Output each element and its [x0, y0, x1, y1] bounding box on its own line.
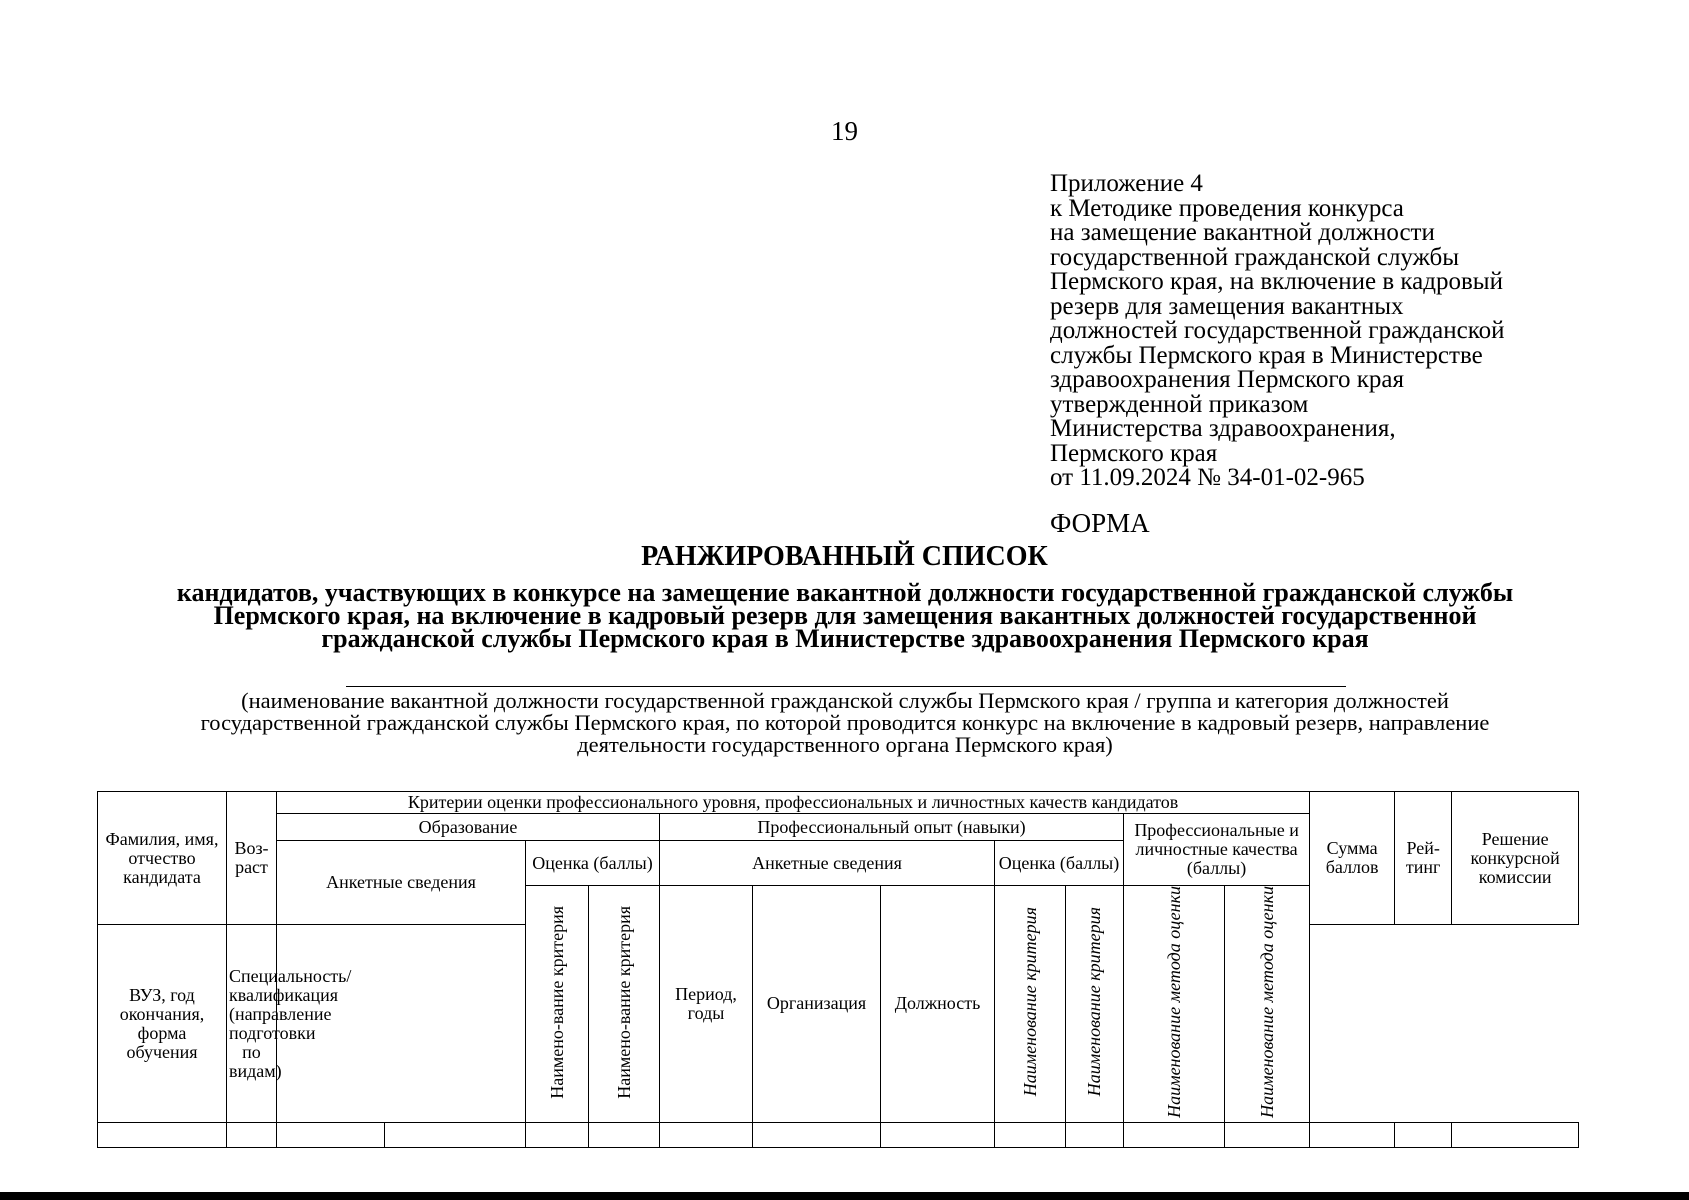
table-row	[98, 1122, 1579, 1147]
page-number: 19	[831, 116, 858, 146]
table-cell[interactable]	[385, 1122, 526, 1147]
table-cell[interactable]	[589, 1122, 660, 1147]
table-cell[interactable]	[1066, 1122, 1124, 1147]
caption-line: (наименование вакантной должности государственной гражданской службы Пермского края / группа и категория должностей	[241, 688, 1449, 713]
header-education-score: Оценка (баллы)	[526, 841, 660, 886]
edu-criterion-1-label: Наимено-вание критерия	[546, 905, 567, 1099]
caption-line: деятельности государственного органа Пермского края)	[577, 732, 1113, 757]
appendix-line: Министерства здравоохранения,	[1050, 415, 1396, 442]
appendix-line: Пермского края, на включение в кадровый	[1050, 268, 1503, 295]
appendix-note	[1050, 172, 1670, 491]
header-method-1	[1124, 886, 1225, 1123]
table-cell[interactable]	[1225, 1122, 1310, 1147]
header-period: Период, годы	[660, 886, 753, 1123]
header-edu-criterion-1	[526, 886, 589, 1123]
exp-criterion-1-label: Наименование критерия	[1019, 907, 1040, 1097]
header-commission-decision: Решение конкурсной комиссии	[1452, 792, 1579, 925]
header-exp-criterion-1	[995, 886, 1066, 1123]
ranked-list-table	[97, 791, 1579, 1148]
scan-bottom-edge	[0, 1192, 1689, 1200]
header-experience-profile: Анкетные сведения	[660, 841, 995, 886]
header-age: Воз-раст	[227, 792, 277, 925]
appendix-line: Приложение 4	[1050, 170, 1203, 197]
document-title: РАНЖИРОВАННЫЙ СПИСОК	[641, 541, 1048, 572]
header-full-name: Фамилия, имя, отчество кандидата	[98, 792, 227, 925]
caption-line: государственной гражданской службы Пермского края, по которой проводится конкурс на включение в кадровый резерв, направление	[200, 710, 1490, 735]
header-job-title: Должность	[881, 886, 995, 1123]
appendix-line: должностей государственной гражданской	[1050, 317, 1505, 344]
table-cell[interactable]	[881, 1122, 995, 1147]
header-edu-criterion-2	[589, 886, 660, 1123]
form-label: ФОРМА	[1050, 508, 1150, 538]
appendix-line: резерв для замещения вакантных	[1050, 292, 1404, 320]
table-cell[interactable]	[995, 1122, 1066, 1147]
position-fill-line[interactable]	[346, 686, 1346, 687]
subtitle-line: кандидатов, участвующих в конкурсе на замещение вакантной должности государственной гражданской службы	[176, 578, 1514, 607]
header-rating: Рей-тинг	[1395, 792, 1452, 925]
appendix-line: здравоохранения Пермского края	[1050, 366, 1405, 393]
table-cell[interactable]	[1124, 1122, 1225, 1147]
header-experience-score: Оценка (баллы)	[995, 841, 1124, 886]
appendix-line: к Методике проведения конкурса	[1050, 194, 1404, 222]
document-subtitle	[90, 578, 1600, 653]
header-exp-criterion-2	[1066, 886, 1124, 1123]
header-organization: Организация	[753, 886, 881, 1123]
table-cell[interactable]	[98, 1122, 227, 1147]
header-criteria: Критерии оценки профессионального уровня, профессиональных и личностных качеств кандидатов	[277, 792, 1310, 814]
header-university: ВУЗ, год окончания, форма обучения	[98, 925, 227, 1122]
table-cell[interactable]	[1310, 1122, 1395, 1147]
edu-criterion-2-label: Наимено-вание критерия	[613, 905, 634, 1099]
subtitle-line: гражданской службы Пермского края в Министерстве здравоохранения Пермского края	[321, 624, 1369, 653]
appendix-line: на замещение вакантной должности	[1050, 219, 1435, 246]
table-cell[interactable]	[277, 1122, 385, 1147]
appendix-line: утвержденной приказом	[1050, 390, 1309, 418]
header-experience: Профессиональный опыт (навыки)	[660, 814, 1124, 841]
position-caption	[90, 690, 1600, 756]
appendix-line: службы Пермского края в Министерстве	[1050, 341, 1483, 369]
header-method-2	[1225, 886, 1310, 1123]
table-cell[interactable]	[526, 1122, 589, 1147]
header-education: Образование	[277, 814, 660, 841]
table-cell[interactable]	[227, 1122, 277, 1147]
table-cell[interactable]	[753, 1122, 881, 1147]
table-cell[interactable]	[1452, 1122, 1579, 1147]
appendix-line: от 11.09.2024 № 34-01-02-965	[1050, 464, 1365, 491]
exp-criterion-2-label: Наименование критерия	[1084, 907, 1104, 1097]
table-cell[interactable]	[660, 1122, 753, 1147]
appendix-line: Пермского края	[1050, 439, 1218, 467]
header-personal-qualities: Профессиональные и личностные качества (баллы)	[1124, 814, 1310, 886]
method-2-label: Наименование метода оценки	[1256, 886, 1277, 1118]
header-education-profile: Анкетные сведения	[277, 841, 526, 925]
appendix-line: государственной гражданской службы	[1050, 243, 1460, 271]
method-1-label: Наименование метода оценки	[1163, 886, 1184, 1118]
table-cell[interactable]	[1395, 1122, 1452, 1147]
header-specialty: Специальность/ квалификация (направление подготовки по видам)	[227, 925, 277, 1122]
subtitle-line: Пермского края, на включение в кадровый резерв для замещения вакантных должностей государственной	[213, 601, 1477, 630]
header-total-score: Сумма баллов	[1310, 792, 1395, 925]
